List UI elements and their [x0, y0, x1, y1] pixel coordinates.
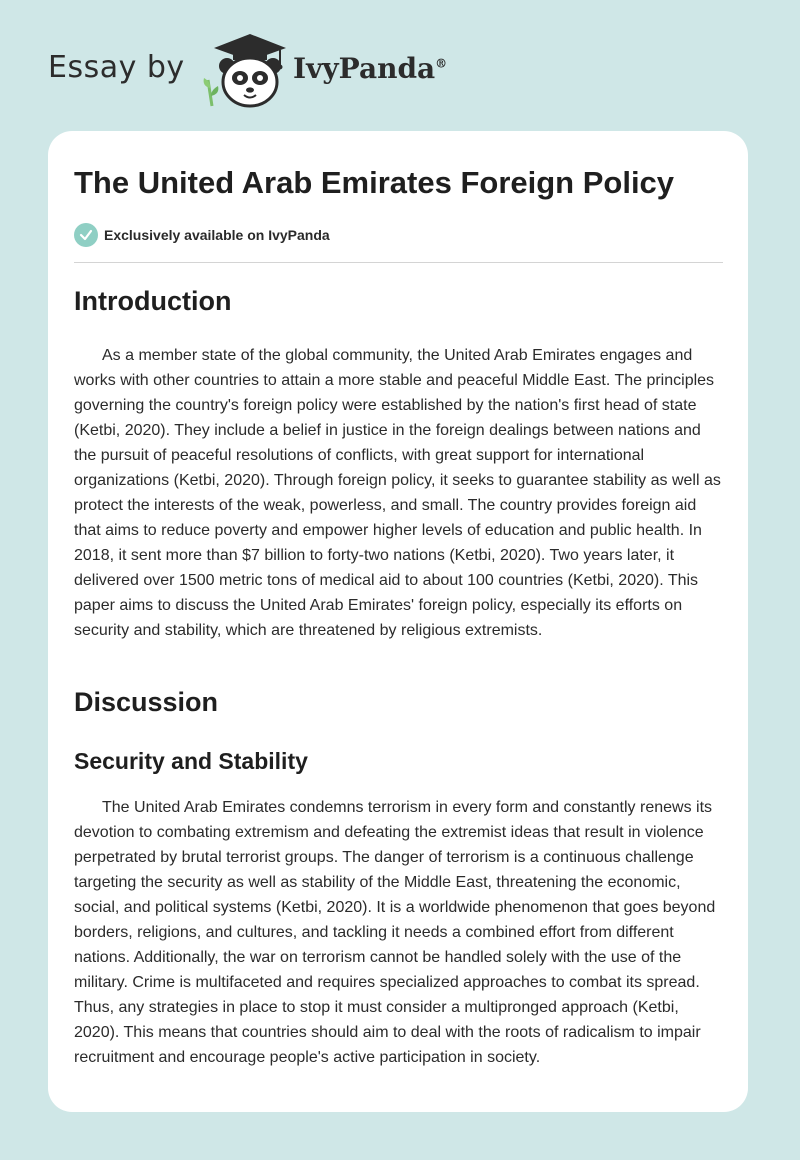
security-paragraph: The United Arab Emirates condemns terrorism in every form and constantly renews its devotion to combating extremism and defeating the extremist ideas that result in violence perpetrated by brutal terrorist groups. The danger of terrorism is a continuous challenge targeting the security as well as stability of the Middle East, threatening the economic, social, and political systems (Ketbi, 2020). It is a worldwide phenomenon that goes beyond borders, religions, and cultures, and tackling it needs a combined effort from different nations. Additionally, the war on terrorism cannot be handled solely with the use of the military. Crime is multifaceted and requires specialized approaches to combat its spread. Thus, any strategies in place to stop it must consider a multipronged approach (Ketbi, 2020). This means that countries should aim to deal with the roots of radicalism to impair recruitment and encourage people's active participation in society. [74, 799, 716, 1066]
divider [74, 262, 723, 263]
essay-by-label: Essay by [48, 50, 185, 85]
badge-text: Exclusively available on IvyPanda [104, 227, 330, 243]
introduction-paragraph: As a member state of the global community, the United Arab Emirates engages and works with other countries to attain a more stable and peaceful Middle East. The principles governing the country's foreign policy were established by the nation's first head of state (Ketbi, 2020). They include a belief in justice in the foreign dealings between nations and the pursuit of peaceful resolutions of conflicts, with great support for international organizations (Ketbi, 2020). Through foreign policy, it seeks to guarantee stability as well as protect the interests of the weak, powerless, and small. The country provides foreign aid that aims to reduce poverty and empower higher levels of education and public health. In 2018, it sent more than $7 billion to forty-two nations (Ketbi, 2020). Two years later, it delivered over 1500 metric tons of medical aid to about 100 countries (Ketbi, 2020). This paper aims to discuss the United Arab Emirates' foreign policy, especially its efforts on security and stability, which are threatened by religious extremists. [74, 347, 721, 639]
site-header [0, 0, 800, 120]
panda-logo-icon[interactable] [200, 30, 300, 110]
essay-card [48, 131, 748, 1112]
brand-name[interactable]: IvyPanda® [293, 52, 448, 85]
exclusive-badge [74, 222, 330, 248]
section-heading-discussion: Discussion [74, 687, 219, 717]
page-title: The United Arab Emirates Foreign Policy [74, 165, 675, 200]
subheading-security-and-stability: Security and Stability [74, 748, 308, 774]
section-heading-introduction: Introduction [74, 286, 232, 316]
registered-mark: ® [435, 56, 448, 71]
check-icon [74, 223, 98, 247]
